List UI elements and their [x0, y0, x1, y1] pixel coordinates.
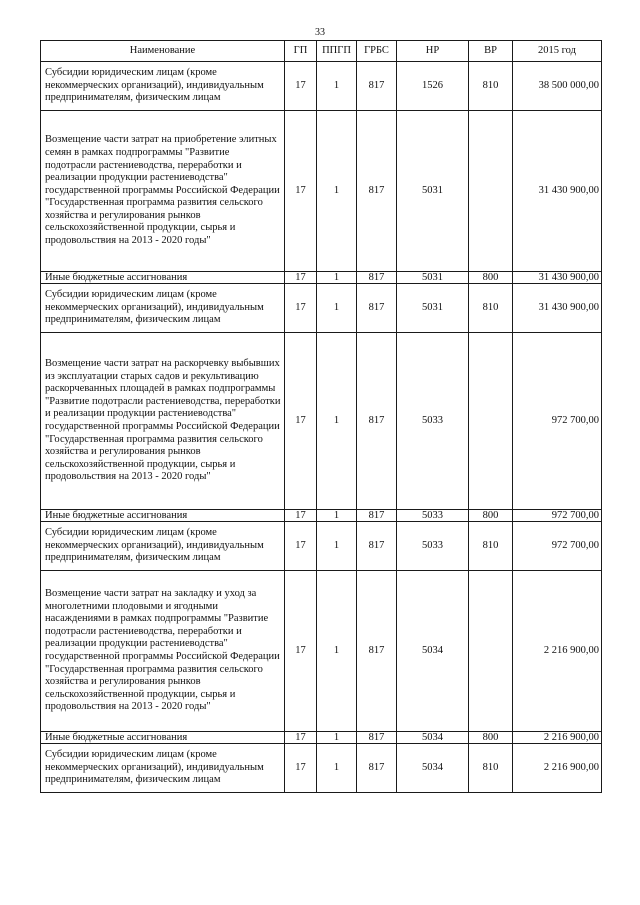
cell-amount-2015: 2 216 900,00: [513, 732, 602, 744]
cell-amount-2015: 2 216 900,00: [513, 744, 602, 793]
cell-ppgp: 1: [317, 333, 357, 510]
cell-ppgp: 1: [317, 732, 357, 744]
header-ppgp: ППГП: [317, 41, 357, 62]
cell-nr: 5033: [397, 333, 469, 510]
cell-nr: 5034: [397, 571, 469, 732]
header-nr: НР: [397, 41, 469, 62]
cell-ppgp: 1: [317, 62, 357, 111]
cell-ppgp: 1: [317, 571, 357, 732]
cell-ppgp: 1: [317, 510, 357, 522]
table-row: [41, 522, 602, 571]
cell-ppgp: 1: [317, 744, 357, 793]
cell-amount-2015: 31 430 900,00: [513, 284, 602, 333]
cell-nr: 1526: [397, 62, 469, 111]
cell-vr: [469, 111, 513, 272]
cell-grbs: 817: [357, 284, 397, 333]
header-name: Наименование: [41, 41, 285, 62]
cell-vr: [469, 571, 513, 732]
cell-grbs: 817: [357, 510, 397, 522]
cell-name: Возмещение части затрат на приобретение элитных семян в рамках подпрограммы "Развитие подотрасли растениеводства, переработки и реализации продукции растениеводства" государственной программы Российской Федерации "Государственная программа развития сельского хозяйства и регулирования рынков сельскохозяйственной продукции, сырья и продовольствия на 2013 - 2020 годы": [41, 111, 285, 272]
cell-ppgp: 1: [317, 272, 357, 284]
cell-gp: 17: [285, 510, 317, 522]
table-row: [41, 284, 602, 333]
cell-vr: 810: [469, 522, 513, 571]
cell-ppgp: 1: [317, 284, 357, 333]
cell-grbs: 817: [357, 62, 397, 111]
table-row: [41, 62, 602, 111]
table-row: [41, 571, 602, 732]
cell-name: Субсидии юридическим лицам (кроме некоммерческих организаций), индивидуальным предпринимателям, физическим лицам: [41, 522, 285, 571]
header-gp: ГП: [285, 41, 317, 62]
cell-name: Возмещение части затрат на закладку и уход за многолетними плодовыми и ягодными насаждениями в рамках подпрограммы "Развитие подотрасли растениеводства, переработки и реализации продукции растениеводства" государственной программы Российской Федерации "Государственная программа развития сельского хозяйства и регулирования рынков сельскохозяйственной продукции, сырья и продовольствия на 2013 - 2020 годы": [41, 571, 285, 732]
cell-gp: 17: [285, 522, 317, 571]
header-vr: ВР: [469, 41, 513, 62]
header-row: [41, 41, 602, 62]
cell-gp: 17: [285, 744, 317, 793]
table-row: [41, 732, 602, 744]
cell-vr: 800: [469, 732, 513, 744]
cell-name: Субсидии юридическим лицам (кроме некоммерческих организаций), индивидуальным предпринимателям, физическим лицам: [41, 284, 285, 333]
cell-vr: 800: [469, 510, 513, 522]
cell-amount-2015: 972 700,00: [513, 522, 602, 571]
cell-gp: 17: [285, 272, 317, 284]
cell-nr: 5034: [397, 732, 469, 744]
cell-name: Иные бюджетные ассигнования: [41, 732, 285, 744]
cell-grbs: 817: [357, 732, 397, 744]
cell-name: Субсидии юридическим лицам (кроме некоммерческих организаций), индивидуальным предпринимателям, физическим лицам: [41, 62, 285, 111]
cell-gp: 17: [285, 732, 317, 744]
cell-vr: 810: [469, 744, 513, 793]
budget-table: [40, 40, 602, 793]
cell-nr: 5031: [397, 272, 469, 284]
cell-gp: 17: [285, 333, 317, 510]
header-year-2015: 2015 год: [513, 41, 602, 62]
cell-vr: 800: [469, 272, 513, 284]
cell-grbs: 817: [357, 744, 397, 793]
table-row: [41, 333, 602, 510]
table-row: [41, 272, 602, 284]
cell-amount-2015: 31 430 900,00: [513, 111, 602, 272]
cell-grbs: 817: [357, 571, 397, 732]
cell-gp: 17: [285, 62, 317, 111]
cell-gp: 17: [285, 571, 317, 732]
cell-nr: 5031: [397, 284, 469, 333]
cell-amount-2015: 31 430 900,00: [513, 272, 602, 284]
cell-nr: 5033: [397, 522, 469, 571]
cell-name: Субсидии юридическим лицам (кроме некоммерческих организаций), индивидуальным предпринимателям, физическим лицам: [41, 744, 285, 793]
cell-name: Иные бюджетные ассигнования: [41, 272, 285, 284]
cell-grbs: 817: [357, 272, 397, 284]
cell-nr: 5033: [397, 510, 469, 522]
cell-vr: [469, 333, 513, 510]
cell-amount-2015: 38 500 000,00: [513, 62, 602, 111]
header-grbs: ГРБС: [357, 41, 397, 62]
table-body: [41, 62, 602, 793]
cell-vr: 810: [469, 62, 513, 111]
cell-grbs: 817: [357, 333, 397, 510]
cell-name: Возмещение части затрат на раскорчевку выбывших из эксплуатации старых садов и рекультивацию раскорчеванных площадей в рамках подпрограммы "Развитие подотрасли растениеводства, переработки и реализации продукции растениеводства" государственной программы Российской Федерации "Государственная программа развития сельского хозяйства и регулирования рынков сельскохозяйственной продукции, сырья и продовольствия на 2013 - 2020 годы": [41, 333, 285, 510]
cell-vr: 810: [469, 284, 513, 333]
cell-ppgp: 1: [317, 522, 357, 571]
cell-amount-2015: 972 700,00: [513, 510, 602, 522]
cell-grbs: 817: [357, 522, 397, 571]
page-number: 33: [315, 27, 325, 38]
cell-nr: 5031: [397, 111, 469, 272]
cell-amount-2015: 972 700,00: [513, 333, 602, 510]
table-header: [41, 41, 602, 62]
table-row: [41, 111, 602, 272]
cell-name: Иные бюджетные ассигнования: [41, 510, 285, 522]
cell-grbs: 817: [357, 111, 397, 272]
cell-nr: 5034: [397, 744, 469, 793]
cell-gp: 17: [285, 111, 317, 272]
table-row: [41, 744, 602, 793]
cell-ppgp: 1: [317, 111, 357, 272]
cell-gp: 17: [285, 284, 317, 333]
cell-amount-2015: 2 216 900,00: [513, 571, 602, 732]
table-row: [41, 510, 602, 522]
